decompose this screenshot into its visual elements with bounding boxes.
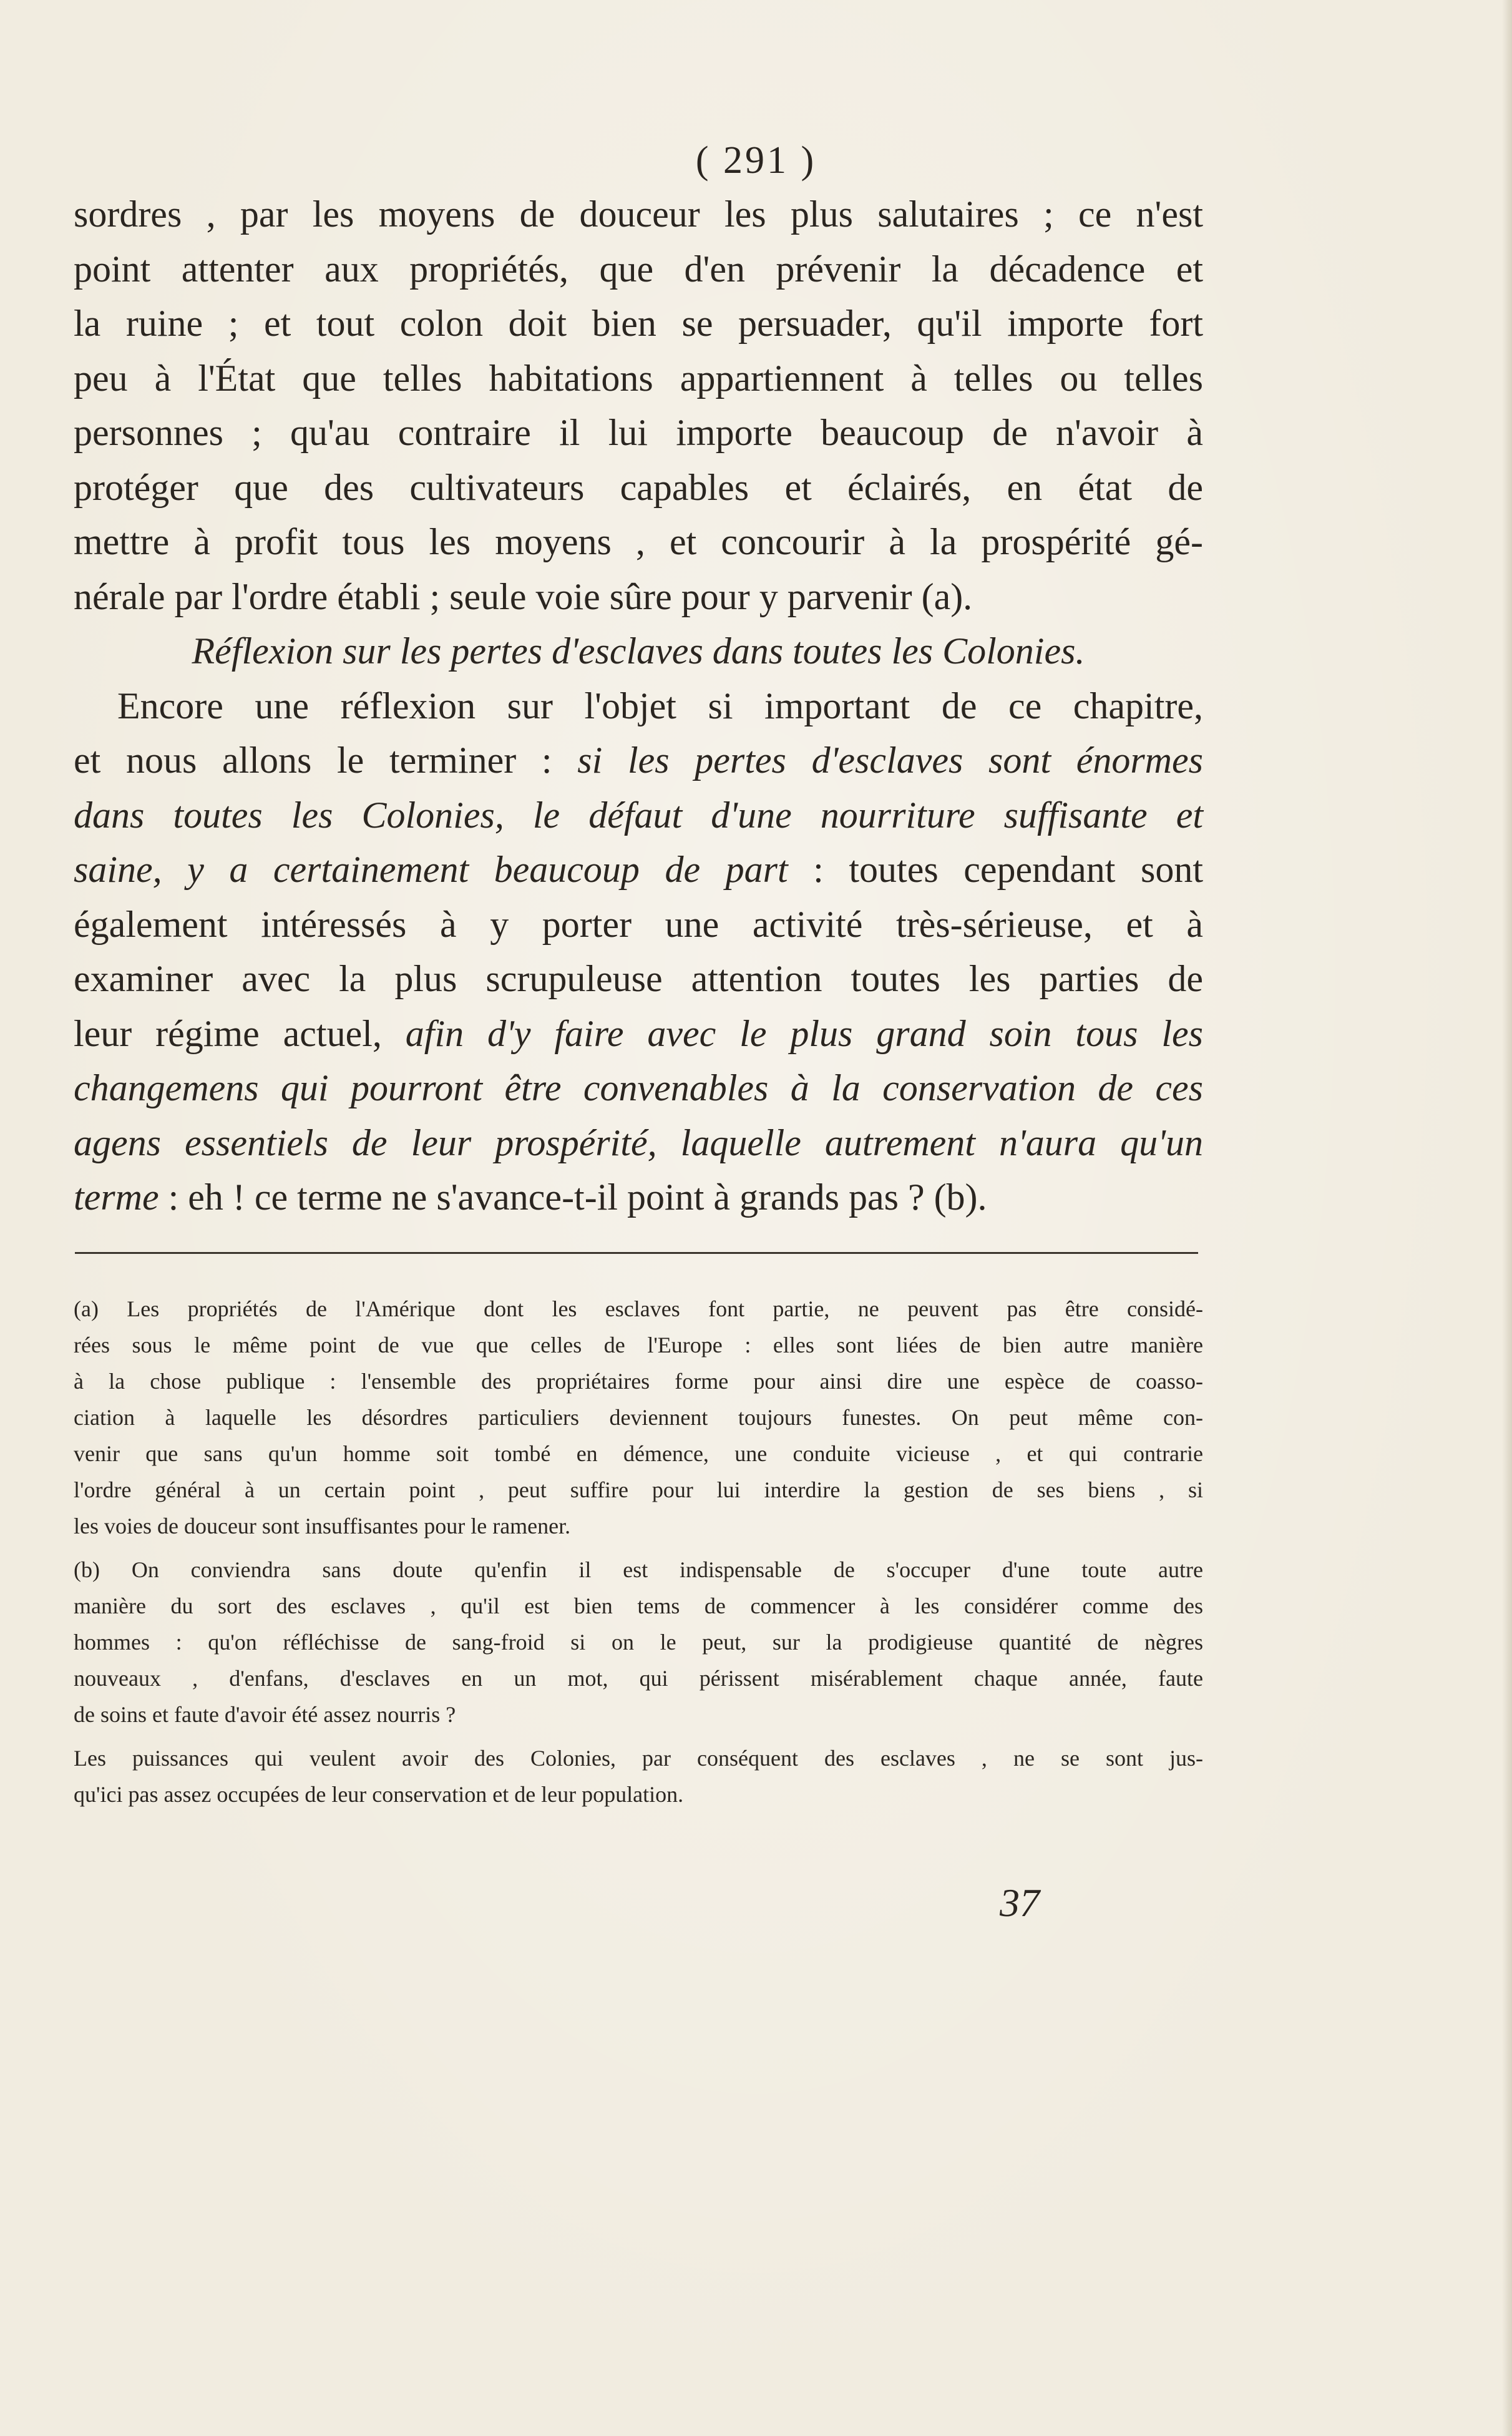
body-line: sordres , par les moyens de douceur les plus salutaires ; ce n'est — [74, 193, 1203, 235]
body-text-run: : toutes cependant sont — [788, 849, 1203, 890]
body-text-run: leur régime actuel, — [74, 1012, 406, 1054]
footnote-line: de soins et faute d'avoir été assez nourris ? — [74, 1702, 456, 1727]
body-line: nérale par l'ordre établi ; seule voie sûre pour y parvenir (a). — [74, 575, 973, 617]
body-line: examiner avec la plus scrupuleuse attention toutes les parties de — [74, 958, 1203, 999]
body-text-run: et nous allons le terminer : — [74, 740, 578, 781]
section-heading: Réflexion sur les pertes d'esclaves dans toutes les Colonies. — [192, 630, 1085, 672]
footnote-gap — [74, 1544, 1203, 1552]
italic-run: terme — [74, 1176, 159, 1218]
body-line — [74, 1170, 1203, 1225]
italic-run: saine, y a certainement beaucoup de part — [74, 849, 788, 890]
footnote-line: nouveaux , d'enfans, d'esclaves en un mot, qui périssent misérablement chaque année, faute — [74, 1666, 1203, 1691]
italic-run: changemens qui pourront être convenables à la conservation de ces — [74, 1067, 1203, 1108]
body-line: Encore une réflexion sur l'objet si important de ce chapitre, — [117, 685, 1203, 726]
body-line — [74, 1007, 1203, 1062]
body-line — [74, 733, 1203, 788]
italic-run: dans toutes les Colonies, le défaut d'une nourriture suffisante et — [74, 794, 1203, 836]
footnote-line: (a) Les propriétés de l'Amérique dont les esclaves font partie, ne peuvent pas être considé- — [74, 1296, 1203, 1321]
body-line — [74, 843, 1203, 898]
body-line: protéger que des cultivateurs capables et éclairés, en état de — [74, 466, 1203, 508]
body-line — [74, 1116, 1203, 1171]
footnote-line: (b) On conviendra sans doute qu'enfin il est indispensable de s'occuper d'une toute autre — [74, 1557, 1203, 1582]
footnote-line: les voies de douceur sont insuffisantes pour le ramener. — [74, 1514, 571, 1538]
body-line: mettre à profit tous les moyens , et concourir à la prospérité gé- — [74, 521, 1203, 562]
body-line: également intéressés à y porter une activité très-sérieuse, et à — [74, 903, 1203, 945]
italic-run: si les pertes d'esclaves sont énormes — [577, 740, 1203, 781]
body-line — [74, 1061, 1203, 1116]
page-number: ( 291 ) — [695, 139, 817, 182]
body-line: personnes ; qu'au contraire il lui importe beaucoup de n'avoir à — [74, 412, 1203, 453]
body-line: point attenter aux propriétés, que d'en prévenir la décadence et — [74, 248, 1203, 290]
footnote-line: rées sous le même point de vue que celles de l'Europe : elles sont liées de bien autre manière — [74, 1333, 1203, 1357]
body-line — [74, 788, 1203, 843]
footnote-divider — [75, 1252, 1198, 1254]
footnote-line: à la chose publique : l'ensemble des propriétaires forme pour ainsi dire une espèce de coasso- — [74, 1369, 1203, 1394]
body-line: peu à l'État que telles habitations appartiennent à telles ou telles — [74, 357, 1203, 399]
italic-run: afin d'y faire avec le plus grand soin tous les — [405, 1012, 1203, 1054]
footnote-gap — [74, 1733, 1203, 1740]
page-edge-shadow — [1502, 0, 1512, 2436]
body-line: la ruine ; et tout colon doit bien se persuader, qu'il importe fort — [74, 303, 1203, 344]
signature-mark: 37 — [1000, 1881, 1040, 1925]
footnote-line: qu'ici pas assez occupées de leur conservation et de leur population. — [74, 1782, 684, 1807]
footnote-line: ciation à laquelle les désordres particuliers deviennent toujours funestes. On peut même con- — [74, 1405, 1203, 1430]
footnote-line: manière du sort des esclaves , qu'il est bien tems de commencer à les considérer comme des — [74, 1593, 1203, 1618]
footnote-line: l'ordre général à un certain point , peut suffire pour lui interdire la gestion de ses biens , si — [74, 1477, 1203, 1502]
body-text-run: : eh ! ce terme ne s'avance-t-il point à grands pas ? (b). — [159, 1176, 987, 1218]
body-text — [74, 187, 1203, 1225]
footnote-line: hommes : qu'on réfléchisse de sang-froid si on le peut, sur la prodigieuse quantité de nègres — [74, 1630, 1203, 1655]
footnote-line: venir que sans qu'un homme soit tombé en démence, une conduite vicieuse , et qui contrarie — [74, 1441, 1203, 1466]
footnotes — [74, 1291, 1203, 1812]
footnote-line: Les puissances qui veulent avoir des Colonies, par conséquent des esclaves , ne se sont jus- — [74, 1746, 1203, 1771]
italic-run: agens essentiels de leur prospérité, laquelle autrement n'aura qu'un — [74, 1122, 1203, 1163]
